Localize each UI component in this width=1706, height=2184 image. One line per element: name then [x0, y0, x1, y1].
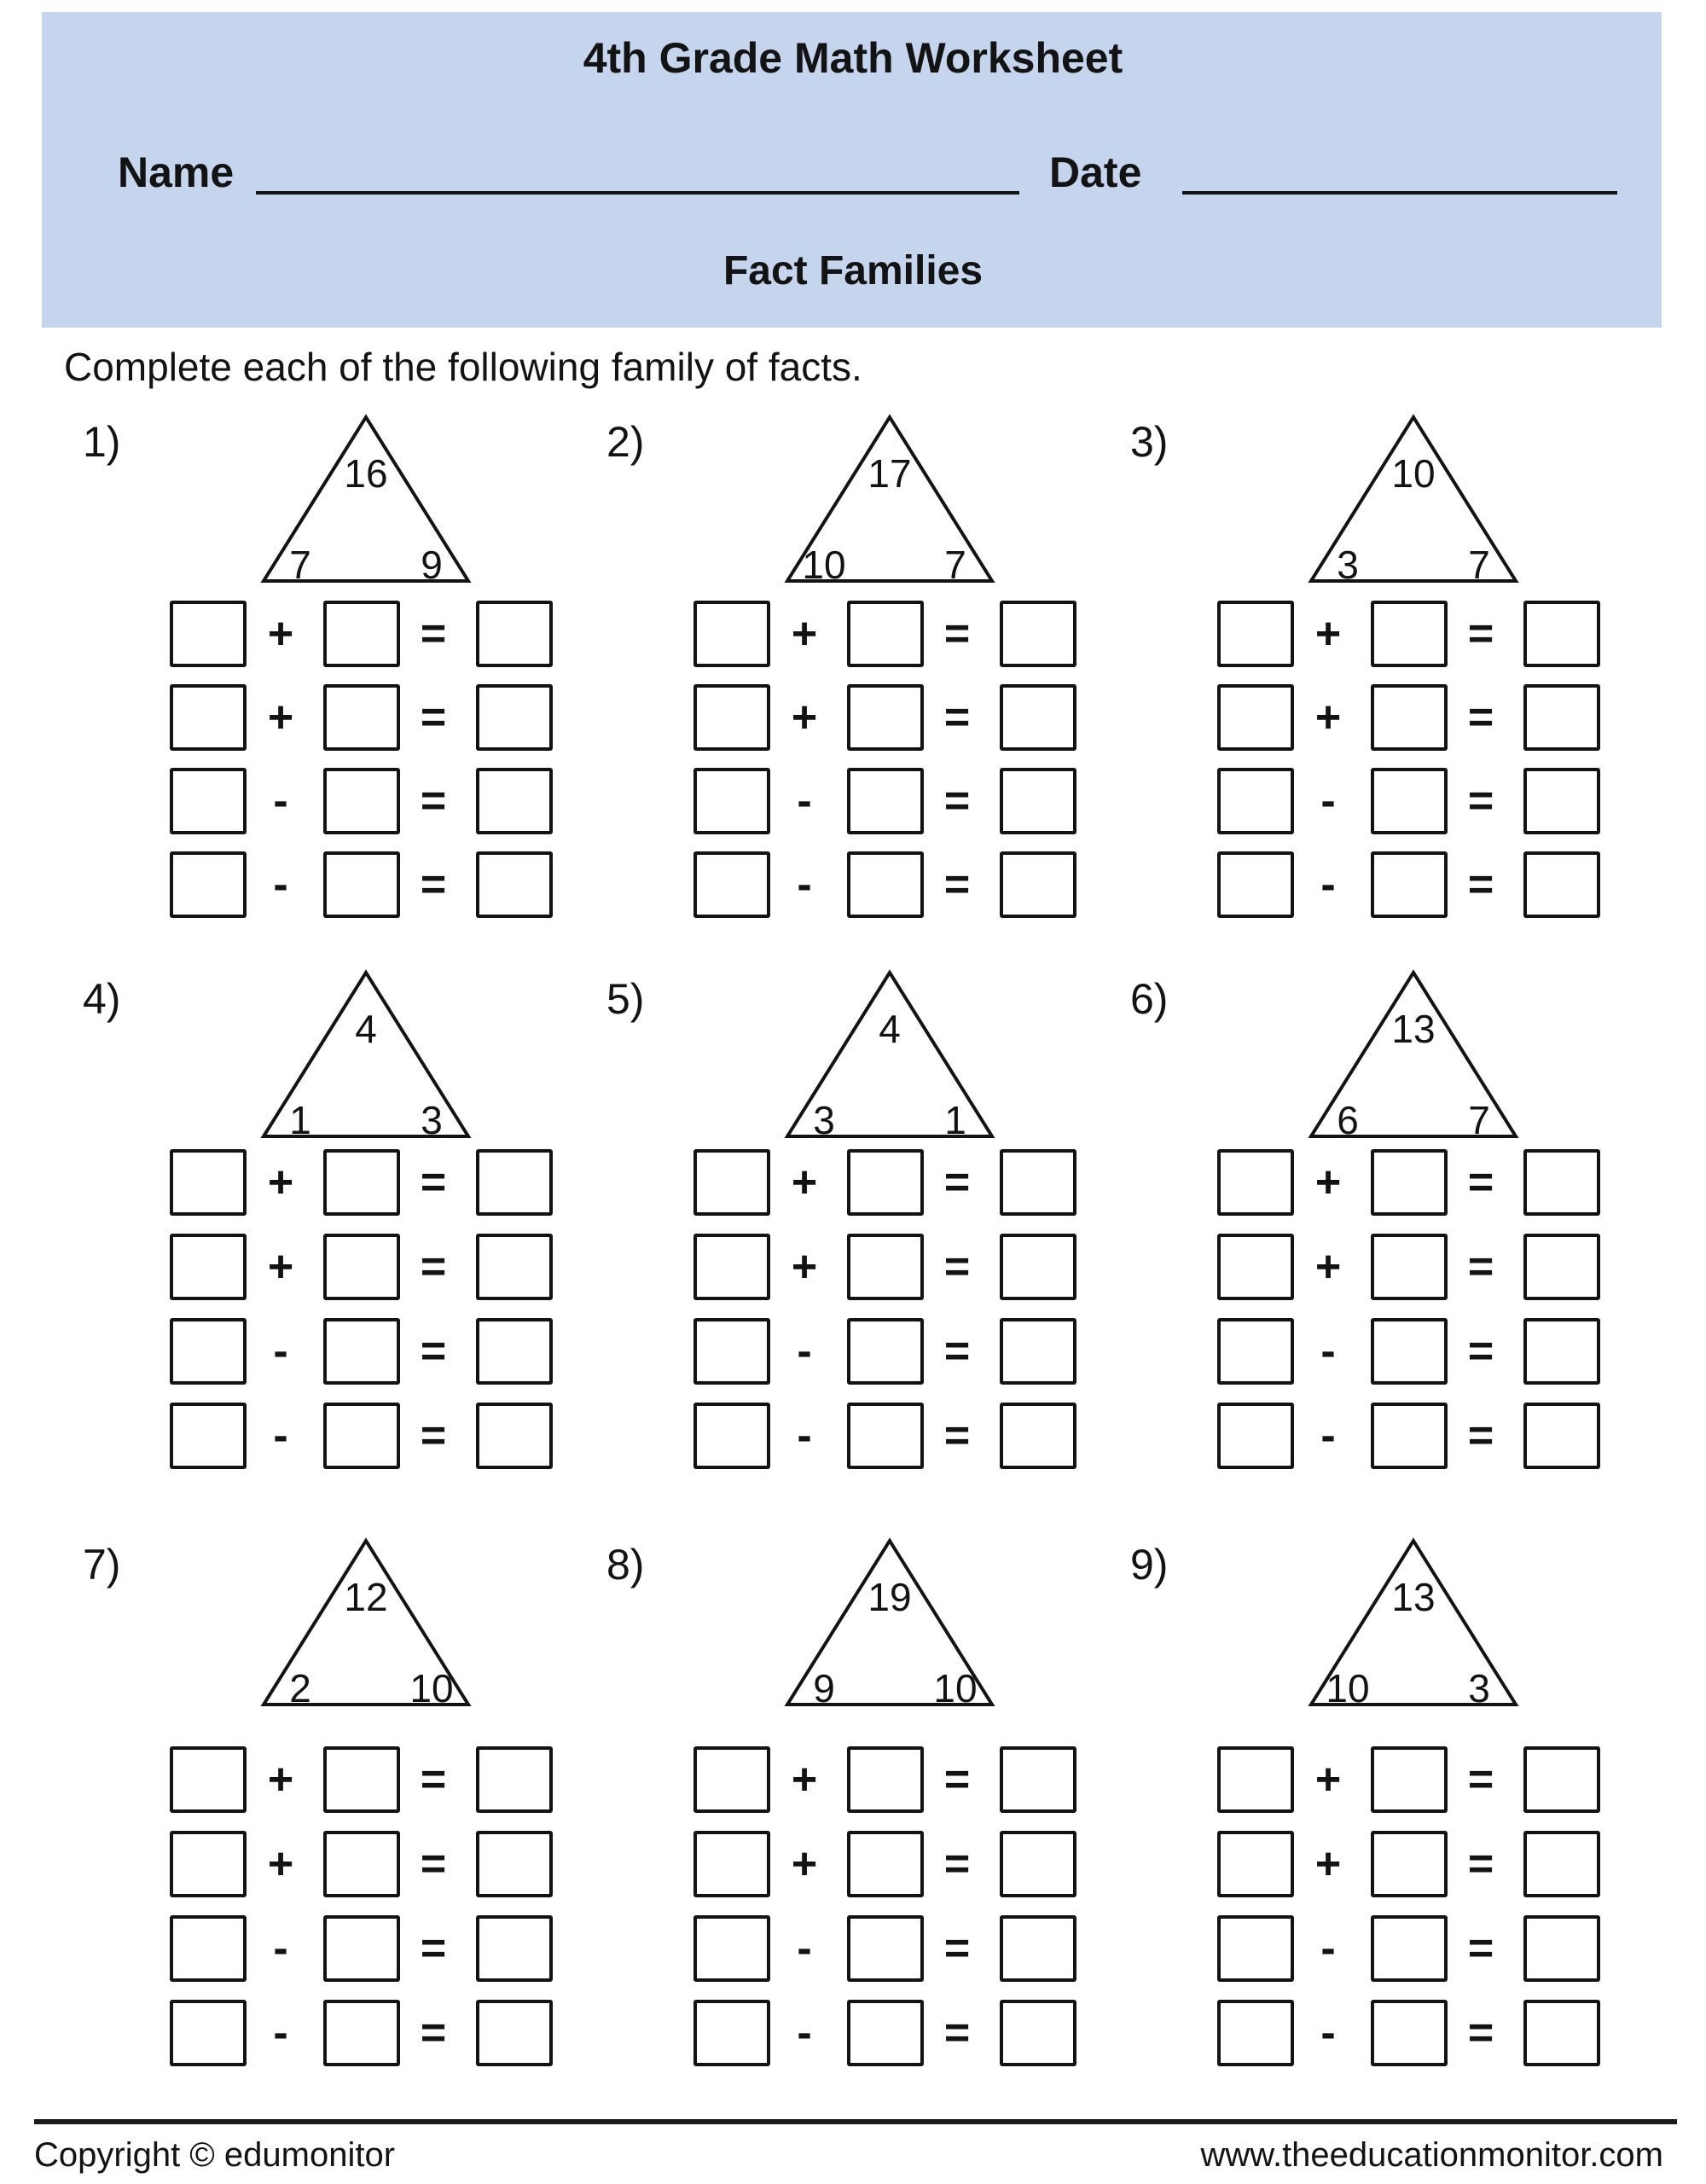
answer-box — [1371, 684, 1448, 751]
answer-box — [1523, 851, 1600, 918]
answer-box — [1000, 1149, 1076, 1216]
answer-box — [1217, 2000, 1294, 2066]
equals-sign: = — [420, 609, 447, 659]
triangle-right-number: 7 — [1468, 543, 1490, 587]
equals-sign: = — [420, 1755, 447, 1804]
answer-box — [1000, 684, 1076, 751]
date-underline — [1182, 191, 1617, 195]
answer-box — [1371, 1746, 1448, 1813]
triangle-right-number: 7 — [1468, 1098, 1490, 1142]
answer-box — [1000, 601, 1076, 667]
problem-number-label: 5) — [606, 975, 645, 1023]
equals-sign: = — [1467, 1158, 1494, 1207]
operator-plus: + — [267, 1158, 294, 1207]
triangle-left-number: 10 — [1326, 1666, 1370, 1711]
problem-number-label: 7) — [83, 1541, 121, 1589]
answer-box — [323, 601, 400, 667]
answer-box — [1523, 1746, 1600, 1813]
answer-box — [1217, 1149, 1294, 1216]
answer-box — [847, 1234, 924, 1300]
operator-minus: - — [1320, 776, 1336, 826]
equals-sign: = — [943, 1924, 971, 1973]
operator-plus: + — [1314, 1755, 1342, 1804]
equals-sign: = — [943, 1158, 971, 1207]
triangle-right-number: 7 — [944, 543, 966, 587]
answer-box — [1000, 2000, 1076, 2066]
answer-box — [323, 1149, 400, 1216]
operator-plus: + — [267, 693, 294, 742]
answer-box — [476, 1746, 553, 1813]
equals-sign: = — [1467, 609, 1494, 659]
answer-box — [693, 2000, 770, 2066]
answer-box — [1371, 1831, 1448, 1897]
triangle-left-number: 3 — [813, 1098, 835, 1142]
operator-plus: + — [1314, 693, 1342, 742]
equals-sign: = — [943, 776, 971, 826]
equals-sign: = — [943, 1242, 971, 1292]
instruction-text: Complete each of the following family of facts. — [64, 345, 862, 389]
equals-sign: = — [943, 609, 971, 659]
answer-box — [170, 851, 247, 918]
answer-box — [476, 1831, 553, 1897]
answer-box — [1523, 768, 1600, 834]
answer-box — [323, 2000, 400, 2066]
equals-sign: = — [1467, 776, 1494, 826]
answer-box — [170, 768, 247, 834]
operator-minus: - — [1320, 1924, 1336, 1973]
answer-box — [170, 1746, 247, 1813]
answer-box — [476, 1234, 553, 1300]
answer-box — [693, 1831, 770, 1897]
answer-box — [170, 601, 247, 667]
equals-sign: = — [1467, 1755, 1494, 1804]
triangle-top-number: 13 — [1391, 1575, 1436, 1619]
operator-minus: - — [797, 1924, 812, 1973]
answer-box — [323, 851, 400, 918]
triangle-top-number: 17 — [868, 451, 912, 496]
problem-number-label: 8) — [606, 1541, 645, 1589]
triangle-top-number: 13 — [1391, 1007, 1436, 1051]
operator-plus: + — [1314, 1242, 1342, 1292]
answer-box — [1000, 1915, 1076, 1982]
worksheet-header — [42, 12, 1662, 328]
answer-box — [1217, 1915, 1294, 1982]
operator-minus: - — [1320, 2008, 1336, 2058]
triangle-right-number: 10 — [409, 1666, 454, 1711]
answer-box — [1217, 1746, 1294, 1813]
answer-box — [847, 1831, 924, 1897]
operator-minus: - — [797, 2008, 812, 2058]
answer-box — [847, 1403, 924, 1469]
answer-box — [693, 851, 770, 918]
equals-sign: = — [420, 1158, 447, 1207]
date-label: Date — [1049, 148, 1142, 196]
answer-box — [476, 1403, 553, 1469]
answer-box — [1000, 1318, 1076, 1385]
answer-box — [847, 1746, 924, 1813]
operator-minus: - — [273, 2008, 288, 2058]
answer-box — [1523, 1149, 1600, 1216]
triangle-left-number: 2 — [289, 1666, 311, 1711]
triangle-left-number: 3 — [1337, 543, 1359, 587]
answer-box — [476, 768, 553, 834]
answer-box — [693, 601, 770, 667]
answer-box — [847, 1318, 924, 1385]
equals-sign: = — [420, 776, 447, 826]
equals-sign: = — [943, 1839, 971, 1889]
equals-sign: = — [1467, 1924, 1494, 1973]
operator-minus: - — [1320, 860, 1336, 909]
answer-box — [1371, 1234, 1448, 1300]
answer-box — [323, 1318, 400, 1385]
equals-sign: = — [943, 1755, 971, 1804]
answer-box — [170, 1149, 247, 1216]
answer-box — [693, 768, 770, 834]
equals-sign: = — [420, 1839, 447, 1889]
answer-box — [1523, 1403, 1600, 1469]
operator-plus: + — [267, 1242, 294, 1292]
triangle-top-number: 10 — [1391, 451, 1436, 496]
equals-sign: = — [420, 1924, 447, 1973]
answer-box — [1217, 851, 1294, 918]
answer-box — [323, 768, 400, 834]
answer-box — [170, 1915, 247, 1982]
equals-sign: = — [1467, 1411, 1494, 1461]
answer-box — [693, 684, 770, 751]
name-label: Name — [118, 148, 235, 196]
equals-sign: = — [1467, 1242, 1494, 1292]
answer-box — [1000, 1831, 1076, 1897]
answer-box — [1000, 1234, 1076, 1300]
problem-number-label: 6) — [1130, 975, 1169, 1023]
problem-number-label: 4) — [83, 975, 121, 1023]
operator-plus: + — [791, 1839, 818, 1889]
operator-minus: - — [797, 1327, 812, 1376]
answer-box — [1217, 601, 1294, 667]
operator-plus: + — [1314, 1839, 1342, 1889]
answer-box — [847, 768, 924, 834]
answer-box — [847, 851, 924, 918]
answer-box — [1523, 1831, 1600, 1897]
answer-box — [693, 1318, 770, 1385]
operator-minus: - — [797, 1411, 812, 1461]
answer-box — [1371, 601, 1448, 667]
answer-box — [1217, 768, 1294, 834]
name-underline — [256, 191, 1019, 195]
equals-sign: = — [420, 1327, 447, 1376]
triangle-right-number: 3 — [421, 1098, 443, 1142]
equals-sign: = — [1467, 693, 1494, 742]
answer-box — [693, 1915, 770, 1982]
answer-box — [693, 1149, 770, 1216]
operator-minus: - — [273, 860, 288, 909]
answer-box — [476, 684, 553, 751]
answer-box — [323, 1915, 400, 1982]
equals-sign: = — [420, 693, 447, 742]
answer-box — [1217, 684, 1294, 751]
footer-website: www.theeducationmonitor.com — [1200, 2136, 1663, 2174]
answer-box — [1371, 851, 1448, 918]
triangle-right-number: 9 — [421, 543, 443, 587]
answer-box — [476, 1318, 553, 1385]
answer-box — [847, 1149, 924, 1216]
answer-box — [323, 1746, 400, 1813]
equals-sign: = — [943, 1327, 971, 1376]
answer-box — [476, 851, 553, 918]
triangle-top-number: 19 — [868, 1575, 912, 1619]
operator-plus: + — [791, 609, 818, 659]
operator-minus: - — [273, 776, 288, 826]
triangle-top-number: 4 — [355, 1007, 377, 1051]
operator-minus: - — [273, 1327, 288, 1376]
equals-sign: = — [943, 1411, 971, 1461]
operator-minus: - — [1320, 1411, 1336, 1461]
operator-minus: - — [1320, 1327, 1336, 1376]
answer-box — [1217, 1831, 1294, 1897]
answer-box — [1371, 768, 1448, 834]
answer-box — [1217, 1318, 1294, 1385]
triangle-right-number: 1 — [944, 1098, 966, 1142]
worksheet-subtitle: Fact Families — [722, 248, 984, 293]
answer-box — [476, 2000, 553, 2066]
triangle-left-number: 6 — [1337, 1098, 1359, 1142]
answer-box — [170, 1403, 247, 1469]
answer-box — [170, 684, 247, 751]
worksheet-title: 4th Grade Math Worksheet — [583, 34, 1123, 82]
equals-sign: = — [1467, 1327, 1494, 1376]
equals-sign: = — [943, 2008, 971, 2058]
footer-copyright: Copyright © edumonitor — [34, 2136, 396, 2174]
answer-box — [1371, 2000, 1448, 2066]
equals-sign: = — [420, 2008, 447, 2058]
answer-box — [847, 684, 924, 751]
answer-box — [847, 2000, 924, 2066]
answer-box — [170, 1831, 247, 1897]
operator-plus: + — [267, 1839, 294, 1889]
equals-sign: = — [420, 860, 447, 909]
answer-box — [476, 1149, 553, 1216]
problem-number-label: 3) — [1130, 418, 1169, 466]
answer-box — [170, 1234, 247, 1300]
answer-box — [476, 601, 553, 667]
equals-sign: = — [420, 1411, 447, 1461]
triangle-left-number: 10 — [802, 543, 846, 587]
triangle-left-number: 1 — [289, 1098, 311, 1142]
answer-box — [1000, 1746, 1076, 1813]
equals-sign: = — [1467, 1839, 1494, 1889]
equals-sign: = — [943, 693, 971, 742]
footer-divider — [34, 2119, 1677, 2124]
answer-box — [1523, 1234, 1600, 1300]
answer-box — [693, 1234, 770, 1300]
answer-box — [323, 684, 400, 751]
operator-plus: + — [267, 1755, 294, 1804]
answer-box — [847, 1915, 924, 1982]
answer-box — [693, 1746, 770, 1813]
answer-box — [323, 1234, 400, 1300]
answer-box — [1523, 1318, 1600, 1385]
triangle-right-number: 3 — [1468, 1666, 1490, 1711]
operator-minus: - — [797, 776, 812, 826]
operator-plus: + — [791, 1158, 818, 1207]
answer-box — [1523, 684, 1600, 751]
operator-plus: + — [791, 1242, 818, 1292]
answer-box — [1371, 1915, 1448, 1982]
operator-plus: + — [267, 609, 294, 659]
triangle-left-number: 9 — [813, 1666, 835, 1711]
operator-plus: + — [1314, 609, 1342, 659]
answer-box — [1371, 1403, 1448, 1469]
answer-box — [1523, 2000, 1600, 2066]
answer-box — [847, 601, 924, 667]
answer-box — [1523, 601, 1600, 667]
answer-box — [1371, 1149, 1448, 1216]
answer-box — [170, 2000, 247, 2066]
equals-sign: = — [1467, 2008, 1494, 2058]
equals-sign: = — [1467, 860, 1494, 909]
answer-box — [170, 1318, 247, 1385]
equals-sign: = — [420, 1242, 447, 1292]
operator-plus: + — [1314, 1158, 1342, 1207]
triangle-top-number: 4 — [879, 1007, 901, 1051]
answer-box — [323, 1831, 400, 1897]
answer-box — [1217, 1234, 1294, 1300]
answer-box — [693, 1403, 770, 1469]
answer-box — [1000, 1403, 1076, 1469]
equals-sign: = — [943, 860, 971, 909]
problem-number-label: 1) — [83, 418, 121, 466]
answer-box — [476, 1915, 553, 1982]
answer-box — [323, 1403, 400, 1469]
operator-plus: + — [791, 1755, 818, 1804]
answer-box — [1523, 1915, 1600, 1982]
triangle-left-number: 7 — [289, 543, 311, 587]
answer-box — [1217, 1403, 1294, 1469]
problem-number-label: 9) — [1130, 1541, 1169, 1589]
operator-plus: + — [791, 693, 818, 742]
problem-number-label: 2) — [606, 418, 645, 466]
triangle-top-number: 12 — [344, 1575, 388, 1619]
answer-box — [1371, 1318, 1448, 1385]
triangle-right-number: 10 — [933, 1666, 978, 1711]
triangle-top-number: 16 — [344, 451, 388, 496]
operator-minus: - — [273, 1411, 288, 1461]
operator-minus: - — [797, 860, 812, 909]
answer-box — [1000, 768, 1076, 834]
operator-minus: - — [273, 1924, 288, 1973]
answer-box — [1000, 851, 1076, 918]
